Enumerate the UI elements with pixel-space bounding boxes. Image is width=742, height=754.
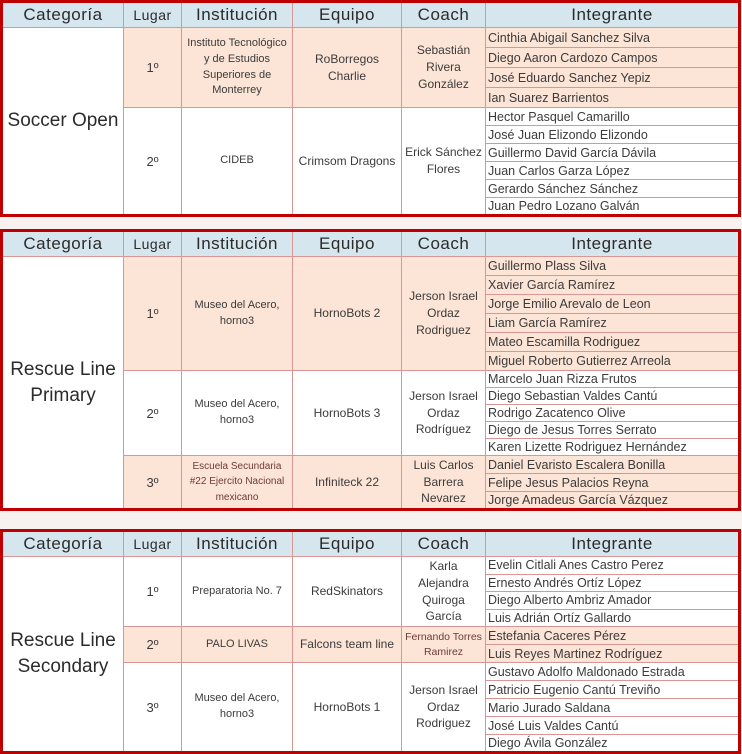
table-row xyxy=(2,28,740,48)
member-cell: Gerardo Sánchez Sánchez xyxy=(486,180,740,198)
column-header-lugar: Lugar xyxy=(124,531,182,557)
member-cell: Jorge Amadeus García Vázquez xyxy=(486,492,740,510)
institution-cell: PALO LIVAS xyxy=(182,627,293,663)
member-cell: Xavier García Ramírez xyxy=(486,276,740,295)
member-cell: Mateo Escamilla Rodriguez xyxy=(486,333,740,352)
member-cell: José Eduardo Sanchez Yepiz xyxy=(486,68,740,88)
member-cell: Ian Suarez Barrientos xyxy=(486,88,740,108)
member-cell: Evelin Citlali Anes Castro Perez xyxy=(486,557,740,575)
member-cell: Rodrigo Zacatenco Olive xyxy=(486,405,740,422)
column-header-institucion: Institución xyxy=(182,2,293,28)
column-header-categoria: Categoría xyxy=(2,231,124,257)
member-cell: José Luis Valdes Cantú xyxy=(486,717,740,735)
place-cell: 1º xyxy=(124,557,182,627)
member-cell: Gustavo Adolfo Maldonado Estrada xyxy=(486,663,740,681)
member-cell: José Juan Elizondo Elizondo xyxy=(486,126,740,144)
institution-cell: Instituto Tecnológico y de Estudios Superiores de Monterrey xyxy=(182,28,293,108)
member-cell: Diego de Jesus Torres Serrato xyxy=(486,422,740,439)
institution-cell: Museo del Acero, horno3 xyxy=(182,257,293,371)
member-cell: Guillermo David García Dávila xyxy=(486,144,740,162)
place-cell: 3º xyxy=(124,456,182,510)
column-header-institucion: Institución xyxy=(182,531,293,557)
results-table xyxy=(0,0,741,217)
member-cell: Estefania Caceres Pérez xyxy=(486,627,740,645)
table-gap xyxy=(0,511,742,529)
institution-cell: Preparatoria No. 7 xyxy=(182,557,293,627)
member-cell: Miguel Roberto Gutierrez Arreola xyxy=(486,352,740,371)
column-header-lugar: Lugar xyxy=(124,231,182,257)
table-header-row xyxy=(2,2,740,28)
team-cell: HornoBots 3 xyxy=(293,371,402,456)
category-cell: Rescue Line Secondary xyxy=(2,557,124,753)
institution-cell: Escuela Secundaria #22 Ejercito Nacional mexicano xyxy=(182,456,293,510)
coach-cell: Karla Alejandra Quiroga García xyxy=(402,557,486,627)
column-header-institucion: Institución xyxy=(182,231,293,257)
results-table xyxy=(0,529,741,754)
column-header-equipo: Equipo xyxy=(293,231,402,257)
column-header-lugar: Lugar xyxy=(124,2,182,28)
member-cell: Luis Reyes Martinez Rodríguez xyxy=(486,645,740,663)
place-cell: 2º xyxy=(124,627,182,663)
coach-cell: Erick Sánchez Flores xyxy=(402,108,486,216)
member-cell: Mario Jurado Saldana xyxy=(486,699,740,717)
team-cell: HornoBots 2 xyxy=(293,257,402,371)
member-cell: Marcelo Juan Rizza Frutos xyxy=(486,371,740,388)
column-header-integrante: Integrante xyxy=(486,531,740,557)
column-header-integrante: Integrante xyxy=(486,231,740,257)
member-cell: Diego Alberto Ambriz Amador xyxy=(486,592,740,610)
institution-cell: Museo del Acero, horno3 xyxy=(182,371,293,456)
institution-cell: CIDEB xyxy=(182,108,293,216)
coach-cell: Jerson Israel Ordaz Rodriguez xyxy=(402,663,486,753)
results-table xyxy=(0,229,741,511)
column-header-coach: Coach xyxy=(402,2,486,28)
member-cell: Guillermo Plass Silva xyxy=(486,257,740,276)
member-cell: Felipe Jesus Palacios Reyna xyxy=(486,474,740,492)
place-cell: 2º xyxy=(124,108,182,216)
column-header-categoria: Categoría xyxy=(2,531,124,557)
column-header-equipo: Equipo xyxy=(293,2,402,28)
category-cell: Soccer Open xyxy=(2,28,124,216)
column-header-integrante: Integrante xyxy=(486,2,740,28)
place-cell: 1º xyxy=(124,257,182,371)
column-header-equipo: Equipo xyxy=(293,531,402,557)
member-cell: Jorge Emilio Arevalo de Leon xyxy=(486,295,740,314)
results-table-slot xyxy=(0,229,742,511)
member-cell: Cinthia Abigail Sanchez Silva xyxy=(486,28,740,48)
table-gap xyxy=(0,217,742,229)
coach-cell: Jerson Israel Ordaz Rodriguez xyxy=(402,257,486,371)
member-cell: Liam García Ramírez xyxy=(486,314,740,333)
coach-cell: Sebastián Rivera González xyxy=(402,28,486,108)
table-header-row xyxy=(2,531,740,557)
member-cell: Diego Sebastian Valdes Cantú xyxy=(486,388,740,405)
member-cell: Daniel Evaristo Escalera Bonilla xyxy=(486,456,740,474)
place-cell: 3º xyxy=(124,663,182,753)
member-cell: Diego Aaron Cardozo Campos xyxy=(486,48,740,68)
coach-cell: Jerson Israel Ordaz Rodríguez xyxy=(402,371,486,456)
category-cell: Rescue Line Primary xyxy=(2,257,124,510)
coach-cell: Luis Carlos Barrera Nevarez xyxy=(402,456,486,510)
team-cell: Infiniteck 22 xyxy=(293,456,402,510)
member-cell: Karen Lizette Rodriguez Hernández xyxy=(486,439,740,456)
member-cell: Juan Carlos Garza López xyxy=(486,162,740,180)
place-cell: 2º xyxy=(124,371,182,456)
table-row xyxy=(2,257,740,276)
team-cell: Falcons team line xyxy=(293,627,402,663)
member-cell: Patricio Eugenio Cantú Treviño xyxy=(486,681,740,699)
table-row xyxy=(2,557,740,575)
institution-cell: Museo del Acero, horno3 xyxy=(182,663,293,753)
team-cell: RedSkinators xyxy=(293,557,402,627)
column-header-coach: Coach xyxy=(402,231,486,257)
team-cell: RoBorregos Charlie xyxy=(293,28,402,108)
member-cell: Diego Ávila González xyxy=(486,735,740,753)
member-cell: Juan Pedro Lozano Galván xyxy=(486,198,740,216)
member-cell: Ernesto Andrés Ortíz López xyxy=(486,574,740,592)
member-cell: Luis Adrián Ortíz Gallardo xyxy=(486,609,740,627)
team-cell: Crimsom Dragons xyxy=(293,108,402,216)
table-header-row xyxy=(2,231,740,257)
column-header-categoria: Categoría xyxy=(2,2,124,28)
results-table-slot xyxy=(0,529,742,754)
member-cell: Hector Pasquel Camarillo xyxy=(486,108,740,126)
column-header-coach: Coach xyxy=(402,531,486,557)
results-table-slot xyxy=(0,0,742,217)
team-cell: HornoBots 1 xyxy=(293,663,402,753)
place-cell: 1º xyxy=(124,28,182,108)
coach-cell: Fernando Torres Ramirez xyxy=(402,627,486,663)
